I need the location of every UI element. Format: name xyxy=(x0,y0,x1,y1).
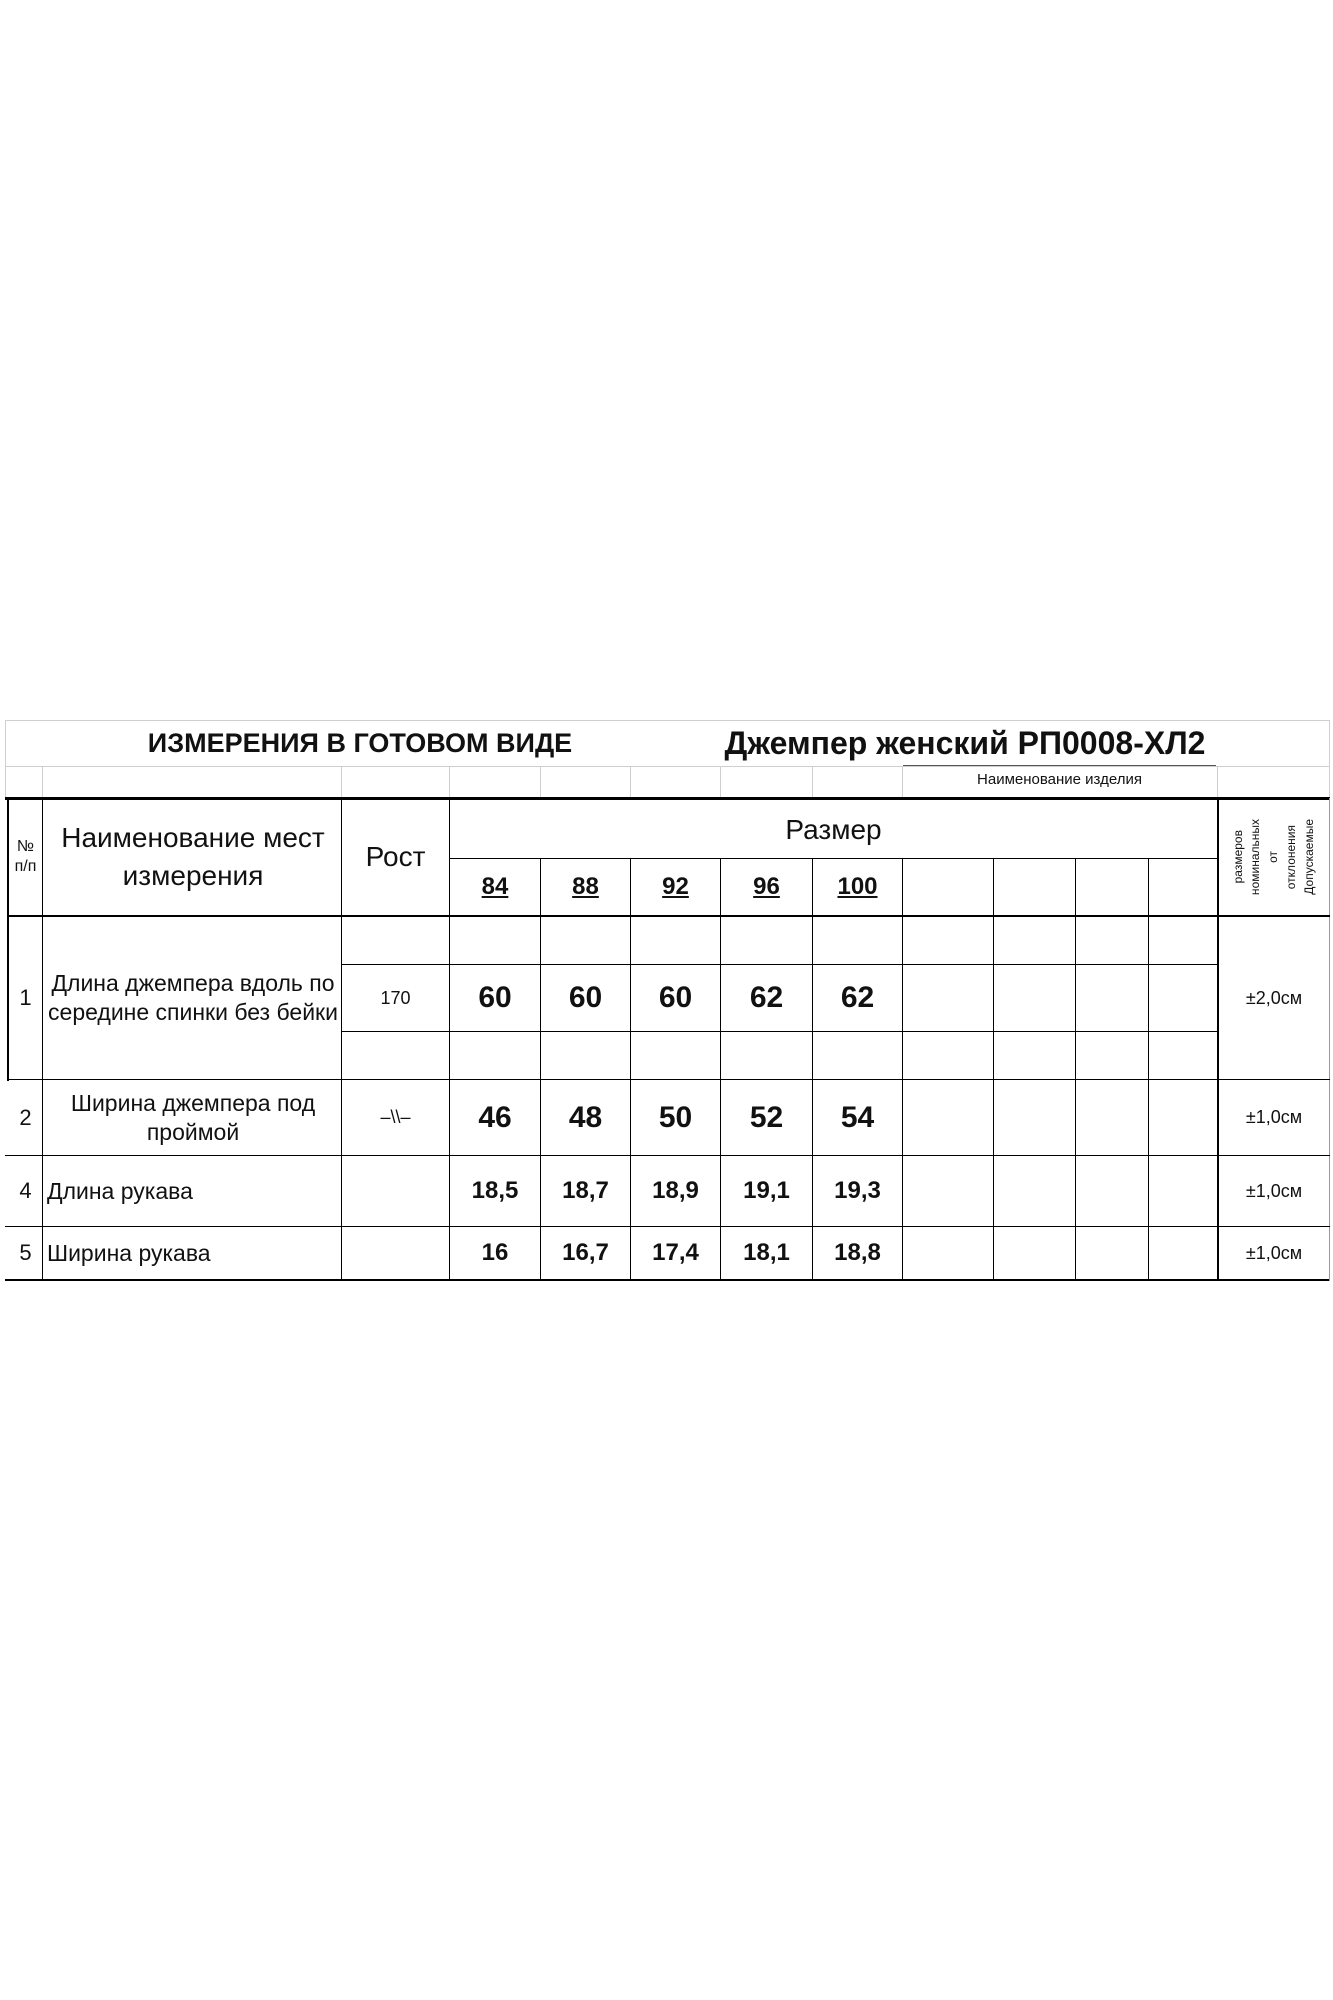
measure-value: 60 xyxy=(478,981,512,1015)
grid-line xyxy=(1329,720,1330,798)
column-tolerance-header xyxy=(1219,800,1329,914)
column-size-header: Размер xyxy=(785,813,882,845)
table-border xyxy=(341,1031,1218,1032)
tolerance-value: ±2,0см xyxy=(1245,987,1303,1008)
grid-line xyxy=(449,766,450,798)
grid-line xyxy=(630,766,631,798)
sheet-title: ИЗМЕРЕНИЯ В ГОТОВОМ ВИДЕ xyxy=(147,728,573,759)
product-caption: Наименование изделия xyxy=(977,770,1142,788)
measure-value: 18,8 xyxy=(834,1239,881,1266)
measure-value: 46 xyxy=(478,1100,512,1134)
tolerance-line-1: Допускаемые xyxy=(1301,819,1316,895)
row-number: 2 xyxy=(19,1104,32,1130)
tolerance-line-5: размеров xyxy=(1230,830,1245,884)
grid-line xyxy=(341,766,342,798)
measure-name: Длина джемпера вдоль по середине спинки без бейки xyxy=(48,970,338,1025)
row-number: 1 xyxy=(19,985,32,1011)
column-number-header xyxy=(9,800,42,913)
number-symbol: № xyxy=(16,837,35,855)
table-border xyxy=(1329,798,1330,1281)
measure-name: Длина рукава xyxy=(47,1177,193,1204)
row-number: 4 xyxy=(19,1178,32,1204)
row-number: 5 xyxy=(19,1240,32,1266)
measure-value: 48 xyxy=(568,1100,603,1134)
grid-line xyxy=(812,766,813,798)
tolerance-value: ±1,0см xyxy=(1245,1180,1303,1201)
measure-value: 60 xyxy=(568,981,603,1015)
grid-line xyxy=(5,720,6,798)
size-label: 100 xyxy=(837,873,878,900)
measure-value: 54 xyxy=(840,1100,875,1134)
column-height-header: Рост xyxy=(365,841,426,872)
size-label: 92 xyxy=(662,873,689,900)
grid-line xyxy=(1217,766,1218,798)
height-value: 170 xyxy=(380,987,411,1008)
measure-value: 16 xyxy=(481,1239,509,1266)
size-label: 96 xyxy=(753,873,780,900)
tolerance-line-4: номинальных xyxy=(1248,818,1263,896)
product-name: Джемпер женский РП0008-ХЛ2 xyxy=(724,725,1206,761)
measure-value: 50 xyxy=(658,1100,693,1134)
grid-line xyxy=(540,766,541,798)
height-value: –\\– xyxy=(380,1107,411,1128)
table-border xyxy=(1148,858,1149,1281)
tolerance-value: ±1,0см xyxy=(1245,1107,1303,1128)
table-border xyxy=(993,858,994,1281)
measure-value: 62 xyxy=(840,981,875,1015)
tolerance-value: ±1,0см xyxy=(1245,1242,1303,1263)
measure-value: 52 xyxy=(749,1100,784,1134)
measure-value: 62 xyxy=(749,981,784,1015)
number-abbrev: п/п xyxy=(14,857,37,875)
measure-value: 18,9 xyxy=(652,1177,699,1204)
table-border xyxy=(42,798,43,1281)
tolerance-line-3: от xyxy=(1266,851,1281,863)
column-measure-place-header: Наименование мест измерения xyxy=(61,821,325,891)
measure-name: Ширина рукава xyxy=(47,1239,211,1266)
measure-value: 60 xyxy=(658,981,693,1015)
grid-line xyxy=(42,766,43,798)
measure-value: 18,7 xyxy=(562,1177,609,1204)
measure-value: 16,7 xyxy=(562,1239,609,1266)
measure-name: Ширина джемпера под проймой xyxy=(70,1089,316,1145)
size-label: 88 xyxy=(572,873,599,900)
measure-value: 18,5 xyxy=(471,1177,519,1204)
measure-value: 17,4 xyxy=(652,1239,699,1266)
table-border xyxy=(902,858,903,1281)
table-border xyxy=(1075,858,1076,1281)
tolerance-line-2: отклонения xyxy=(1283,824,1298,890)
table-border xyxy=(5,1279,1330,1281)
measure-value: 19,1 xyxy=(743,1177,790,1204)
measure-value: 19,3 xyxy=(834,1177,881,1204)
measure-value: 18,1 xyxy=(743,1239,790,1266)
grid-line xyxy=(720,766,721,798)
size-label: 84 xyxy=(481,873,509,900)
